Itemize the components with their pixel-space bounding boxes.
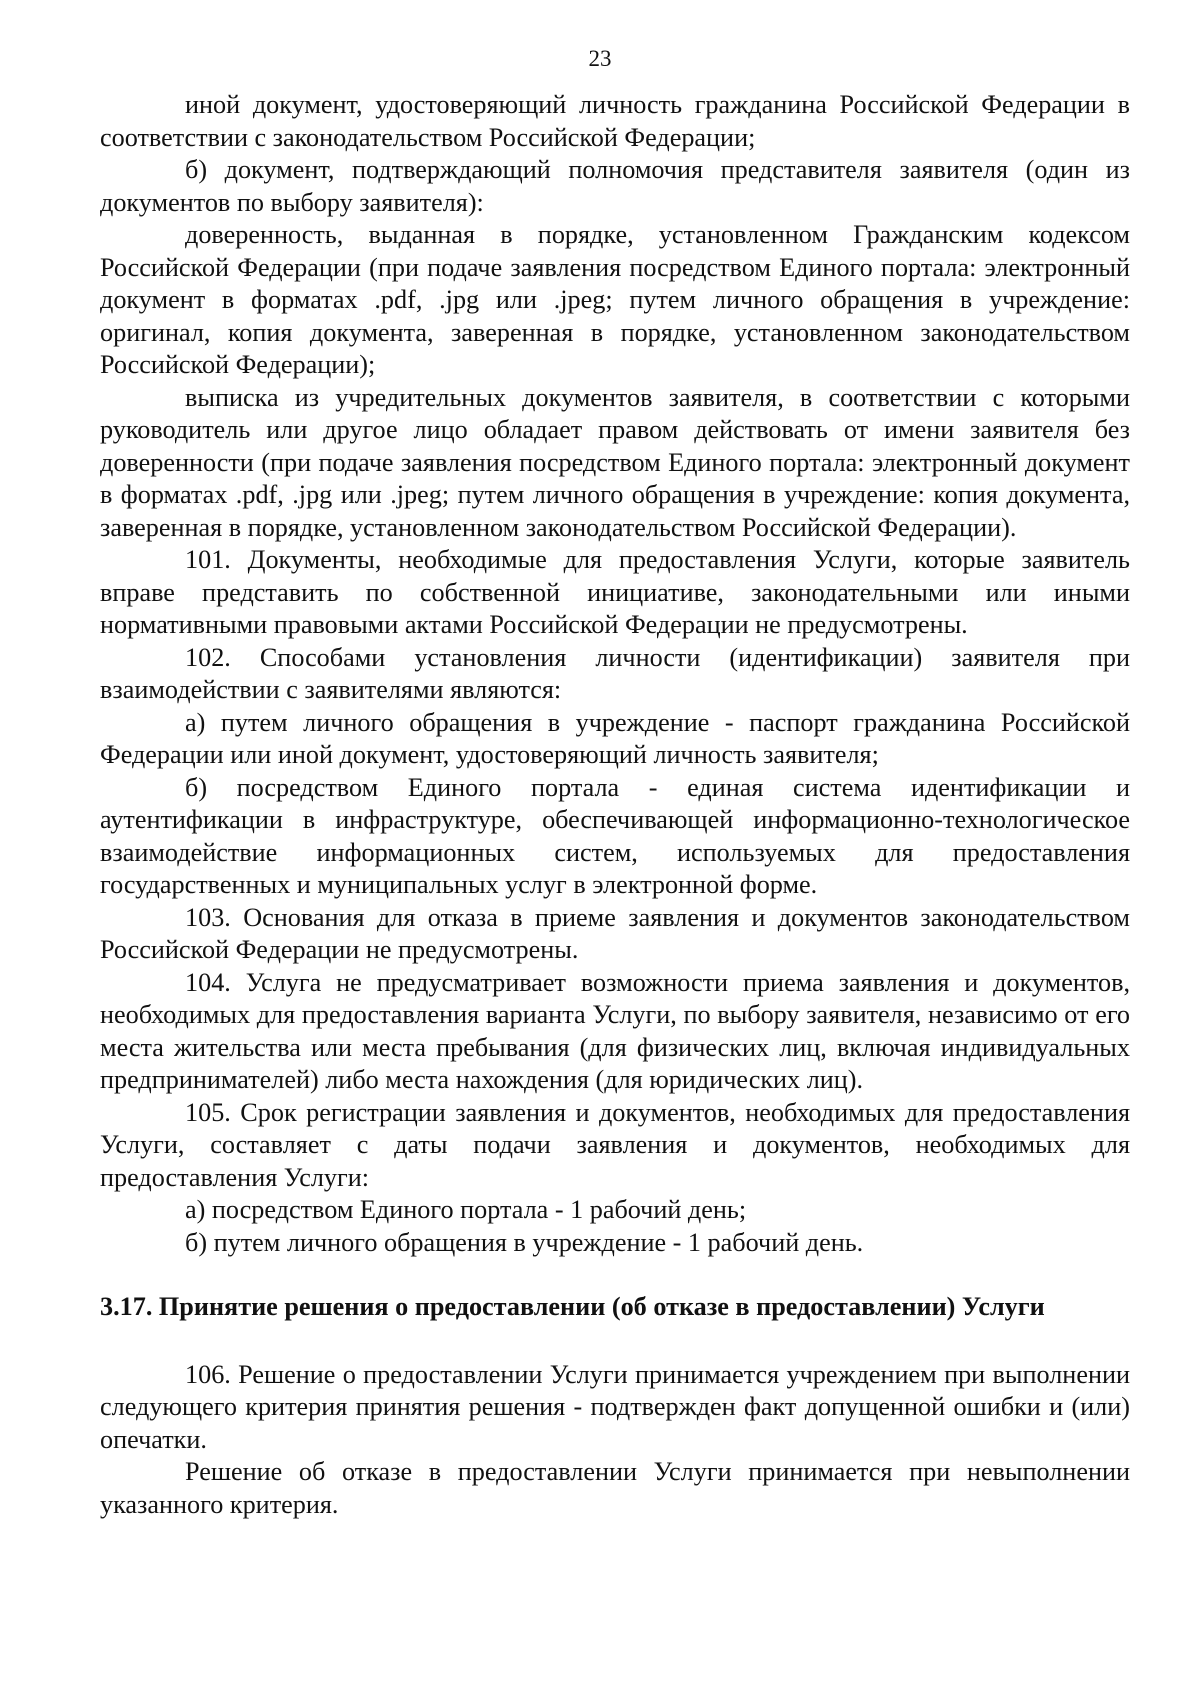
paragraph: б) документ, подтверждающий полномочия представителя заявителя (один из документов по выбору заявителя): [100, 155, 1130, 217]
paragraph-101: 101. Документы, необходимые для предоставления Услуги, которые заявитель вправе представить по собственной инициативе, законодательными или иными нормативными правовыми актами Российской Федерации не предусмотрены. [100, 545, 1130, 639]
page-number: 23 [588, 46, 612, 71]
section-heading: 3.17. Принятие решения о предоставлении (об отказе в предоставлении) Услуги [100, 1292, 1045, 1321]
paragraph: б) путем личного обращения в учреждение - 1 рабочий день. [185, 1227, 864, 1257]
paragraph-103: 103. Основания для отказа в приеме заявления и документов законодательством Российской Федерации не предусмотрены. [100, 902, 1130, 964]
paragraph: иной документ, удостоверяющий личность гражданина Российской Федерации в соответствии с законодательством Российской Федерации; [100, 90, 1130, 152]
paragraph: а) посредством Единого портала - 1 рабочий день; [185, 1195, 747, 1224]
document-body [100, 89, 1130, 1521]
paragraph-106: 106. Решение о предоставлении Услуги принимается учреждением при выполнении следующего критерия принятия решения - подтвержден факт допущенной ошибки и (или) опечатки. [100, 1359, 1130, 1454]
paragraph: а) путем личного обращения в учреждение - паспорт гражданина Российской Федерации или иной документ, удостоверяющий личность заявителя; [100, 707, 1130, 769]
paragraph: Решение об отказе в предоставлении Услуги принимается при невыполнении указанного критерия. [100, 1457, 1130, 1519]
paragraph-104: 104. Услуга не предусматривает возможности приема заявления и документов, необходимых для предоставления варианта Услуги, по выбору заявителя, независимо от его места жительства или места пребывания (для физических лиц, включая индивидуальных предпринимателей) либо места нахождения (для юридических лиц). [100, 967, 1130, 1094]
paragraph: доверенность, выданная в порядке, установленном Гражданским кодексом Российской Федерации (при подаче заявления посредством Единого портала: электронный документ в форматах .pdf, .jpg или .jpeg; путем личного обращения в учреждение: оригинал, копия документа, заверенная в порядке, установленном законодательством Российской Федерации); [100, 220, 1130, 379]
paragraph-102: 102. Способами установления личности (идентификации) заявителя при взаимодействии с заявителями являются: [100, 642, 1130, 704]
paragraph: выписка из учредительных документов заявителя, в соответствии с которыми руководитель или другое лицо обладает правом действовать от имени заявителя без доверенности (при подаче заявления посредством Единого портала: электронный документ в форматах .pdf, .jpg или .jpeg; путем личного обращения в учреждение: копия документа, заверенная в порядке, установленном законодательством Российской Федерации). [100, 382, 1130, 542]
paragraph-105: 105. Срок регистрации заявления и документов, необходимых для предоставления Услуги, составляет с даты подачи заявления и документов, необходимых для предоставления Услуги: [100, 1097, 1130, 1192]
paragraph: б) посредством Единого портала - единая система идентификации и аутентификации в инфраструктуре, обеспечивающей информационно-технологическое взаимодействие информационных систем, используемых для предоставления государственных и муниципальных услуг в электронной форме. [100, 772, 1130, 899]
